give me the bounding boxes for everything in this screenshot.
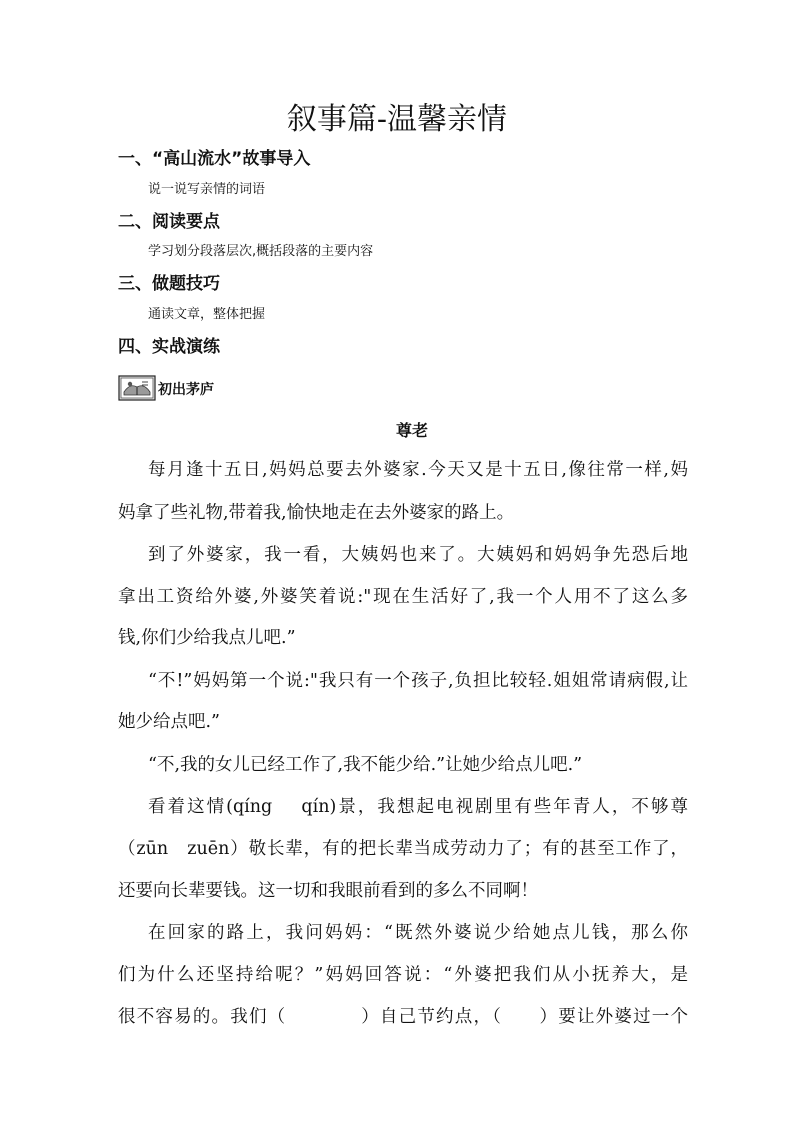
- story-line: 妈拿了些礼物,带着我,愉快地走在去外婆家的路上。: [118, 503, 515, 523]
- story-line: 到了外婆家，我一看，大姨妈也来了。大姨妈和妈妈争先恐后地: [148, 545, 688, 565]
- section-text-3: 通读文章，整体把握: [148, 307, 266, 322]
- badge-label: 初出茅庐: [158, 382, 214, 398]
- section-heading-4: 四、实战演练: [118, 337, 220, 357]
- practice-badge: [118, 373, 214, 401]
- story-line: 看着这情(qíng qín)景，我想起电视剧里有些年青人，不够尊: [148, 797, 688, 817]
- story-line: 在回家的路上，我问妈妈：“既然外婆说少给她点儿钱，那么你: [148, 923, 688, 943]
- story-title: 尊老: [395, 421, 428, 440]
- story-line: 每月逢十五日,妈妈总要去外婆家.今天又是十五日,像往常一样,妈: [148, 460, 688, 480]
- section-text-1: 说一说写亲情的词语: [148, 182, 266, 197]
- story-line: 们为什么还坚持给呢？”妈妈回答说：“外婆把我们从小抚养大，是: [118, 965, 688, 985]
- section-heading-2: 二、阅读要点: [118, 212, 220, 232]
- section-heading-3: 三、做题技巧: [118, 274, 220, 294]
- story-line: 她少给点吧.”: [118, 712, 221, 732]
- section-heading-1: 一、“高山流水”故事导入: [118, 149, 311, 169]
- story-line: 还要向长辈要钱。这一切和我眼前看到的多么不同啊！: [118, 881, 538, 901]
- story-line: （zūn zuēn）敬长辈，有的把长辈当成劳动力了；有的甚至工作了，: [118, 839, 688, 859]
- story-line: “不!”妈妈第一个说:"我只有一个孩子,负担比较轻.姐姐常请病假,让: [148, 671, 688, 691]
- document-title: 叙事篇-温馨亲情: [286, 102, 508, 137]
- story-line: 拿出工资给外婆,外婆笑着说:"现在生活好了,我一个人用不了这么多: [118, 587, 688, 607]
- book-icon: [118, 375, 156, 401]
- section-text-2: 学习划分段落层次,概括段落的主要内容: [148, 244, 374, 259]
- story-line: 很不容易的。我们（ ）自己节约点，（ ）要让外婆过一个: [118, 1007, 688, 1027]
- story-line: “不,我的女儿已经工作了,我不能少给.”让她少给点儿吧.”: [148, 755, 583, 775]
- story-line: 钱,你们少给我点儿吧.”: [118, 628, 296, 648]
